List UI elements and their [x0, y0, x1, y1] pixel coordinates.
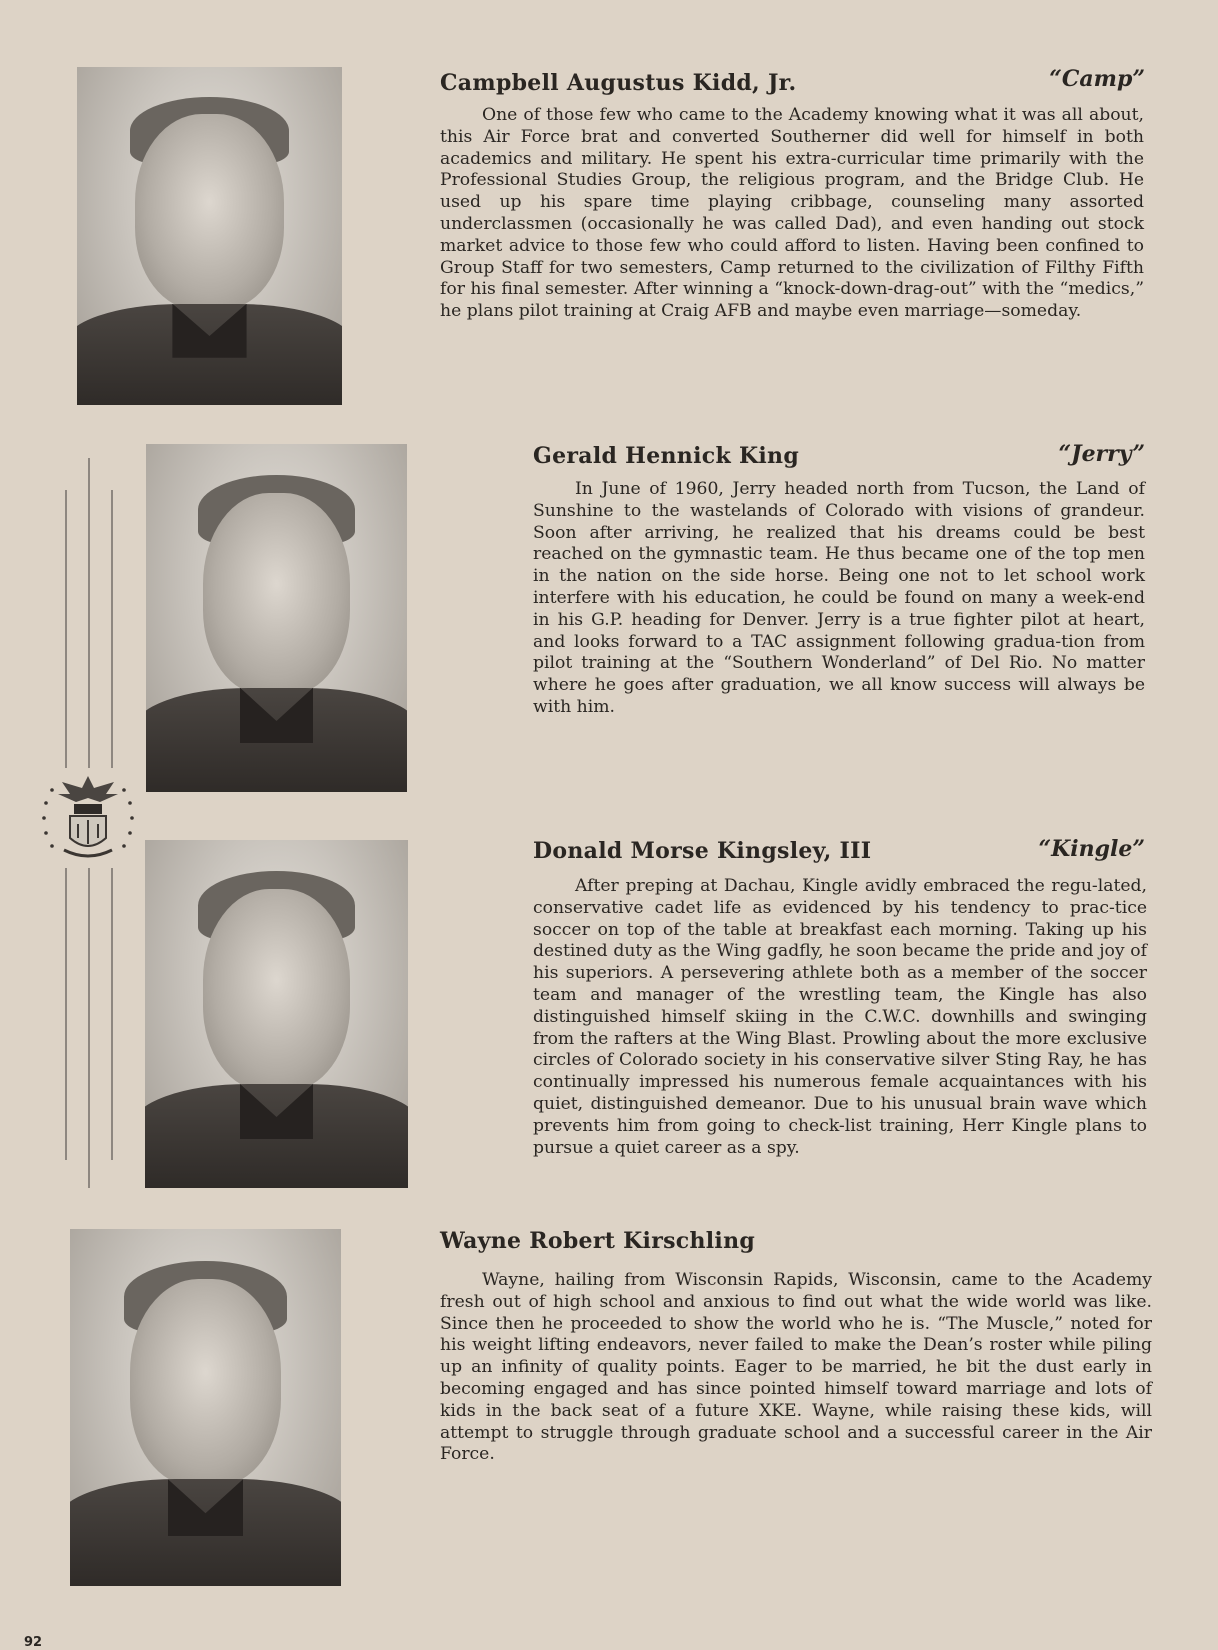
portrait-photo	[145, 840, 408, 1188]
cadet-bio: After preping at Dachau, Kingle avidly embraced the regu-lated, conservative cadet life as evidenced by his tendency to prac-tice soccer on top of the table at breakfast each morning. Taking up his destined duty as the Wing gadfly, he soon became the pride and joy of his superiors. A persevering athlete both as a member of the soccer team and manager of the wrestling team, the Kingle has also distinguished himself skiing in the C.W.C. downhills and swinging from the rafters at the Wing Blast. Prowling about the more exclusive circles of Colorado society in his conservative silver Sting Ray, he has continually impressed his numerous female acquaintances with his quiet, distinguished demeanor. Due to his unusual brain wave which prevents him from going to check-list training, Herr Kingle plans to pursue a quiet career as a spy.	[533, 876, 1147, 1158]
cadet-nickname: “Camp”	[1049, 66, 1145, 92]
cadet-name: Campbell Augustus Kidd, Jr.	[440, 70, 797, 96]
portrait-photo	[77, 67, 342, 405]
cadet-bio: Wayne, hailing from Wisconsin Rapids, Wisconsin, came to the Academy fresh out of high school and anxious to find out what the wide world was like. Since then he proceeded to show the world who he is. “The Muscle,” noted for his weight lifting endeavors, never failed to make the Dean’s roster while piling up an infinity of quality points. Eager to be married, he bit the dust early in becoming engaged and has since pointed himself toward marriage and lots of kids in the back seat of a future XKE. Wayne, while raising these kids, will attempt to struggle through graduate school and a successful career in the Air Force.	[440, 1270, 1152, 1465]
cadet-name: Gerald Hennick King	[533, 443, 800, 469]
cadet-name: Donald Morse Kingsley, III	[533, 838, 872, 864]
cadet-nickname: “Kingle”	[1038, 836, 1145, 862]
academy-crest-icon	[38, 768, 138, 868]
portrait-photo	[70, 1229, 341, 1586]
cadet-nickname: “Jerry”	[1058, 441, 1145, 467]
portrait-photo	[146, 444, 407, 792]
cadet-bio: One of those few who came to the Academy knowing what it was all about, this Air Force brat and converted Southerner did well for himself in both academics and military. He spent his extra-curricular time primarily with the Professional Studies Group, the religious program, and the Bridge Club. He used up his spare time playing cribbage, counseling many assorted underclassmen (occasionally he was called Dad), and even handing out stock market advice to those few who could afford to listen. Having been confined to Group Staff for two semesters, Camp returned to the civilization of Filthy Fifth for his final semester. After winning a “knock-down-drag-out” with the “medics,” he plans pilot training at Craig AFB and maybe even marriage—someday.	[440, 105, 1144, 322]
cadet-bio: In June of 1960, Jerry headed north from Tucson, the Land of Sunshine to the wastelands of Colorado with visions of grandeur. Soon after arriving, he realized that his dreams could be best reached on the gymnastic team. He thus became one of the top men in the nation on the side horse. Being one not to let school work interfere with his education, he could be found on many a week-end in his G.P. heading for Denver. Jerry is a true fighter pilot at heart, and looks forward to a TAC assignment following gradua-tion from pilot training at the “Southern Wonderland” of Del Rio. No matter where he goes after graduation, we all know success will always be with him.	[533, 479, 1145, 717]
page-number: 92	[24, 1635, 43, 1650]
cadet-name: Wayne Robert Kirschling	[440, 1228, 756, 1254]
